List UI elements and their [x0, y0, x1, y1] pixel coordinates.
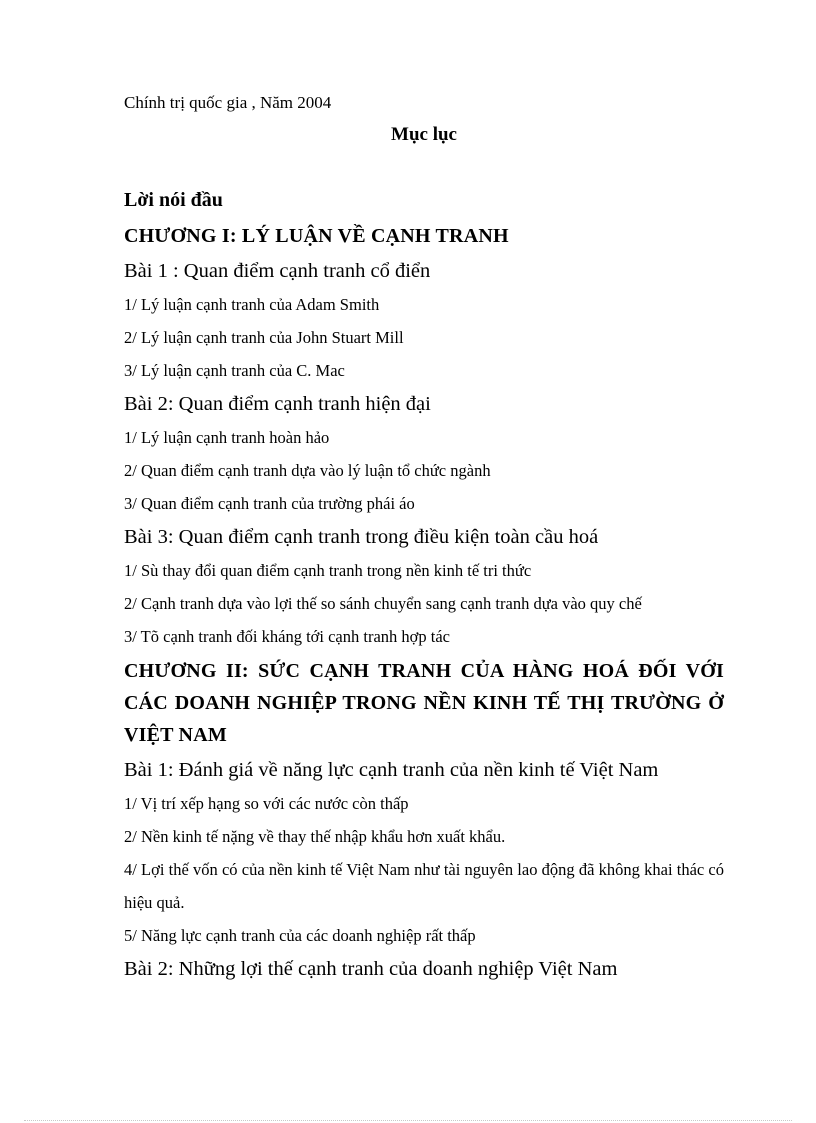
chapter-1-heading: CHƯƠNG I: LÝ LUẬN VỀ CẠNH TRANH [124, 225, 509, 247]
toc-item: 3/ Quan điểm cạnh tranh của trường phái áo [124, 494, 415, 513]
toc-item: 2/ Cạnh tranh dựa vào lợi thế so sánh chuyển sang cạnh tranh dựa vào quy chế [124, 594, 642, 613]
spacer [124, 152, 724, 182]
toc-item: 1/ Lý luận cạnh tranh của Adam Smith [124, 295, 380, 314]
toc-item: 4/ Lợi thế vốn có của nền kinh tế Việt Nam như tài nguyên lao động đã không khai thác có hiệu quả. [124, 860, 724, 912]
toc-item: 1/ Lý luận cạnh tranh hoàn hảo [124, 428, 330, 447]
toc-item: 2/ Lý luận cạnh tranh của John Stuart Mill [124, 328, 404, 347]
chapter-2-lesson-1-heading: Bài 1: Đánh giá về năng lực cạnh tranh của nền kinh tế Việt Nam [124, 759, 659, 781]
toc-item: 2/ Quan điểm cạnh tranh dựa vào lý luận tổ chức ngành [124, 461, 491, 480]
toc-item: 3/ Tõ cạnh tranh đối kháng tới cạnh tranh hợp tác [124, 627, 450, 646]
page-title: Mục lục [391, 124, 457, 145]
toc-item: 2/ Nền kinh tế nặng về thay thế nhập khẩu hơn xuất khẩu. [124, 827, 506, 846]
table-of-contents [124, 88, 724, 986]
chapter-2-heading: CHƯƠNG II: SỨC CẠNH TRANH CỦA HÀNG HOÁ ĐỐI VỚI CÁC DOANH NGHIỆP TRONG NỀN KINH TẾ THỊ TRƯỜNG Ở VIỆT NAM [124, 660, 724, 746]
toc-item: 3/ Lý luận cạnh tranh của C. Mac [124, 361, 345, 380]
chapter-2-lesson-2-heading: Bài 2: Những lợi thế cạnh tranh của doanh nghiệp Việt Nam [124, 958, 618, 980]
chapter-1-lesson-1-heading: Bài 1 : Quan điểm cạnh tranh cổ điển [124, 260, 431, 282]
toc-preface: Lời nói đầu [124, 189, 223, 211]
toc-item: 1/ Vị trí xếp hạng so với các nước còn thấp [124, 794, 409, 813]
chapter-1-lesson-2-heading: Bài 2: Quan điểm cạnh tranh hiện đại [124, 393, 431, 415]
toc-item: 1/ Sù thay đổi quan điểm cạnh tranh trong nền kinh tế tri thức [124, 561, 532, 580]
toc-item: 5/ Năng lực cạnh tranh của các doanh nghiệp rất thấp [124, 926, 476, 945]
page-bottom-divider [24, 1120, 792, 1121]
source-line: Chính trị quốc gia , Năm 2004 [124, 93, 332, 112]
chapter-1-lesson-3-heading: Bài 3: Quan điểm cạnh tranh trong điều kiện toàn cầu hoá [124, 526, 599, 548]
